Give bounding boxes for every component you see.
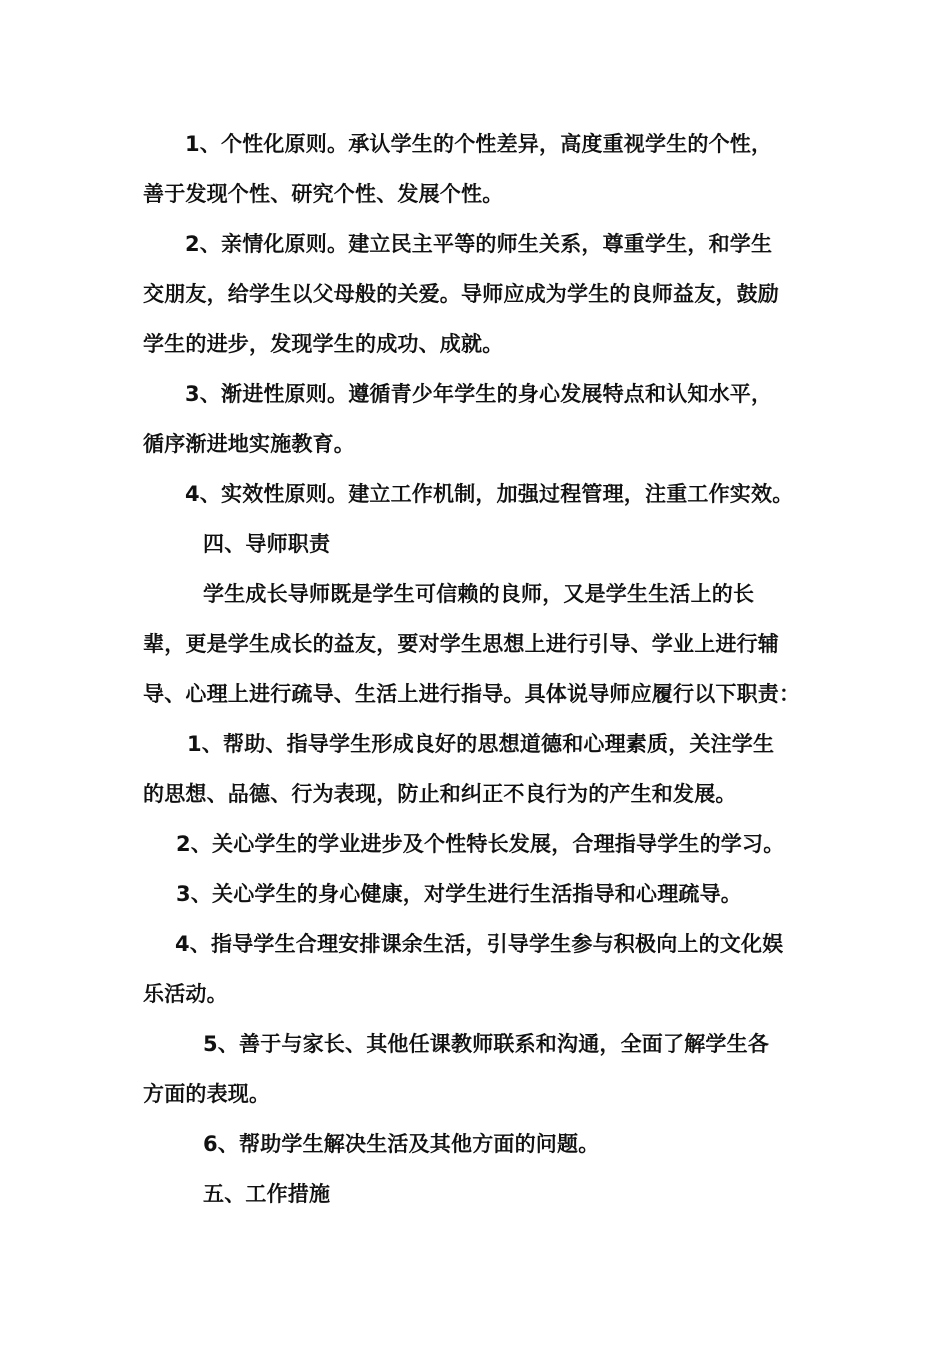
paragraph-line: 方面的表现。 <box>143 1082 271 1106</box>
paragraph-line: 辈，更是学生成长的益友，要对学生思想上进行引导、学业上进行辅 <box>143 632 779 656</box>
paragraph-line: 4、指导学生合理安排课余生活，引导学生参与积极向上的文化娱 <box>175 932 784 956</box>
paragraph-line: 5、善于与家长、其他任课教师联系和沟通，全面了解学生各 <box>203 1032 770 1056</box>
paragraph-line: 学生的进步，发现学生的成功、成就。 <box>143 332 504 356</box>
paragraph-line: 4、实效性原则。建立工作机制，加强过程管理，注重工作实效。 <box>185 482 794 506</box>
paragraph-line: 2、关心学生的学业进步及个性特长发展，合理指导学生的学习。 <box>176 832 785 856</box>
paragraph-line: 善于发现个性、研究个性、发展个性。 <box>143 182 504 206</box>
paragraph-line: 3、渐进性原则。遵循青少年学生的身心发展特点和认知水平， <box>185 382 773 406</box>
paragraph-line: 2、亲情化原则。建立民主平等的师生关系，尊重学生，和学生 <box>185 232 773 256</box>
paragraph-line: 学生成长导师既是学生可信赖的良师，又是学生生活上的长 <box>203 582 755 606</box>
paragraph-line: 1、个性化原则。承认学生的个性差异，高度重视学生的个性， <box>185 132 773 156</box>
section-heading: 五、工作措施 <box>203 1182 331 1206</box>
paragraph-line: 循序渐进地实施教育。 <box>143 432 355 456</box>
paragraph-line: 导、心理上进行疏导、生活上进行指导。具体说导师应履行以下职责： <box>143 682 801 706</box>
paragraph-line: 6、帮助学生解决生活及其他方面的问题。 <box>203 1132 600 1156</box>
paragraph-line: 3、关心学生的身心健康，对学生进行生活指导和心理疏导。 <box>176 882 743 906</box>
paragraph-line: 乐活动。 <box>143 982 228 1006</box>
section-heading: 四、导师职责 <box>203 532 331 556</box>
paragraph-line: 的思想、品德、行为表现，防止和纠正不良行为的产生和发展。 <box>143 782 737 806</box>
paragraph-line: 1、帮助、指导学生形成良好的思想道德和心理素质，关注学生 <box>187 732 775 756</box>
paragraph-line: 交朋友，给学生以父母般的关爱。导师应成为学生的良师益友，鼓励 <box>143 282 779 306</box>
